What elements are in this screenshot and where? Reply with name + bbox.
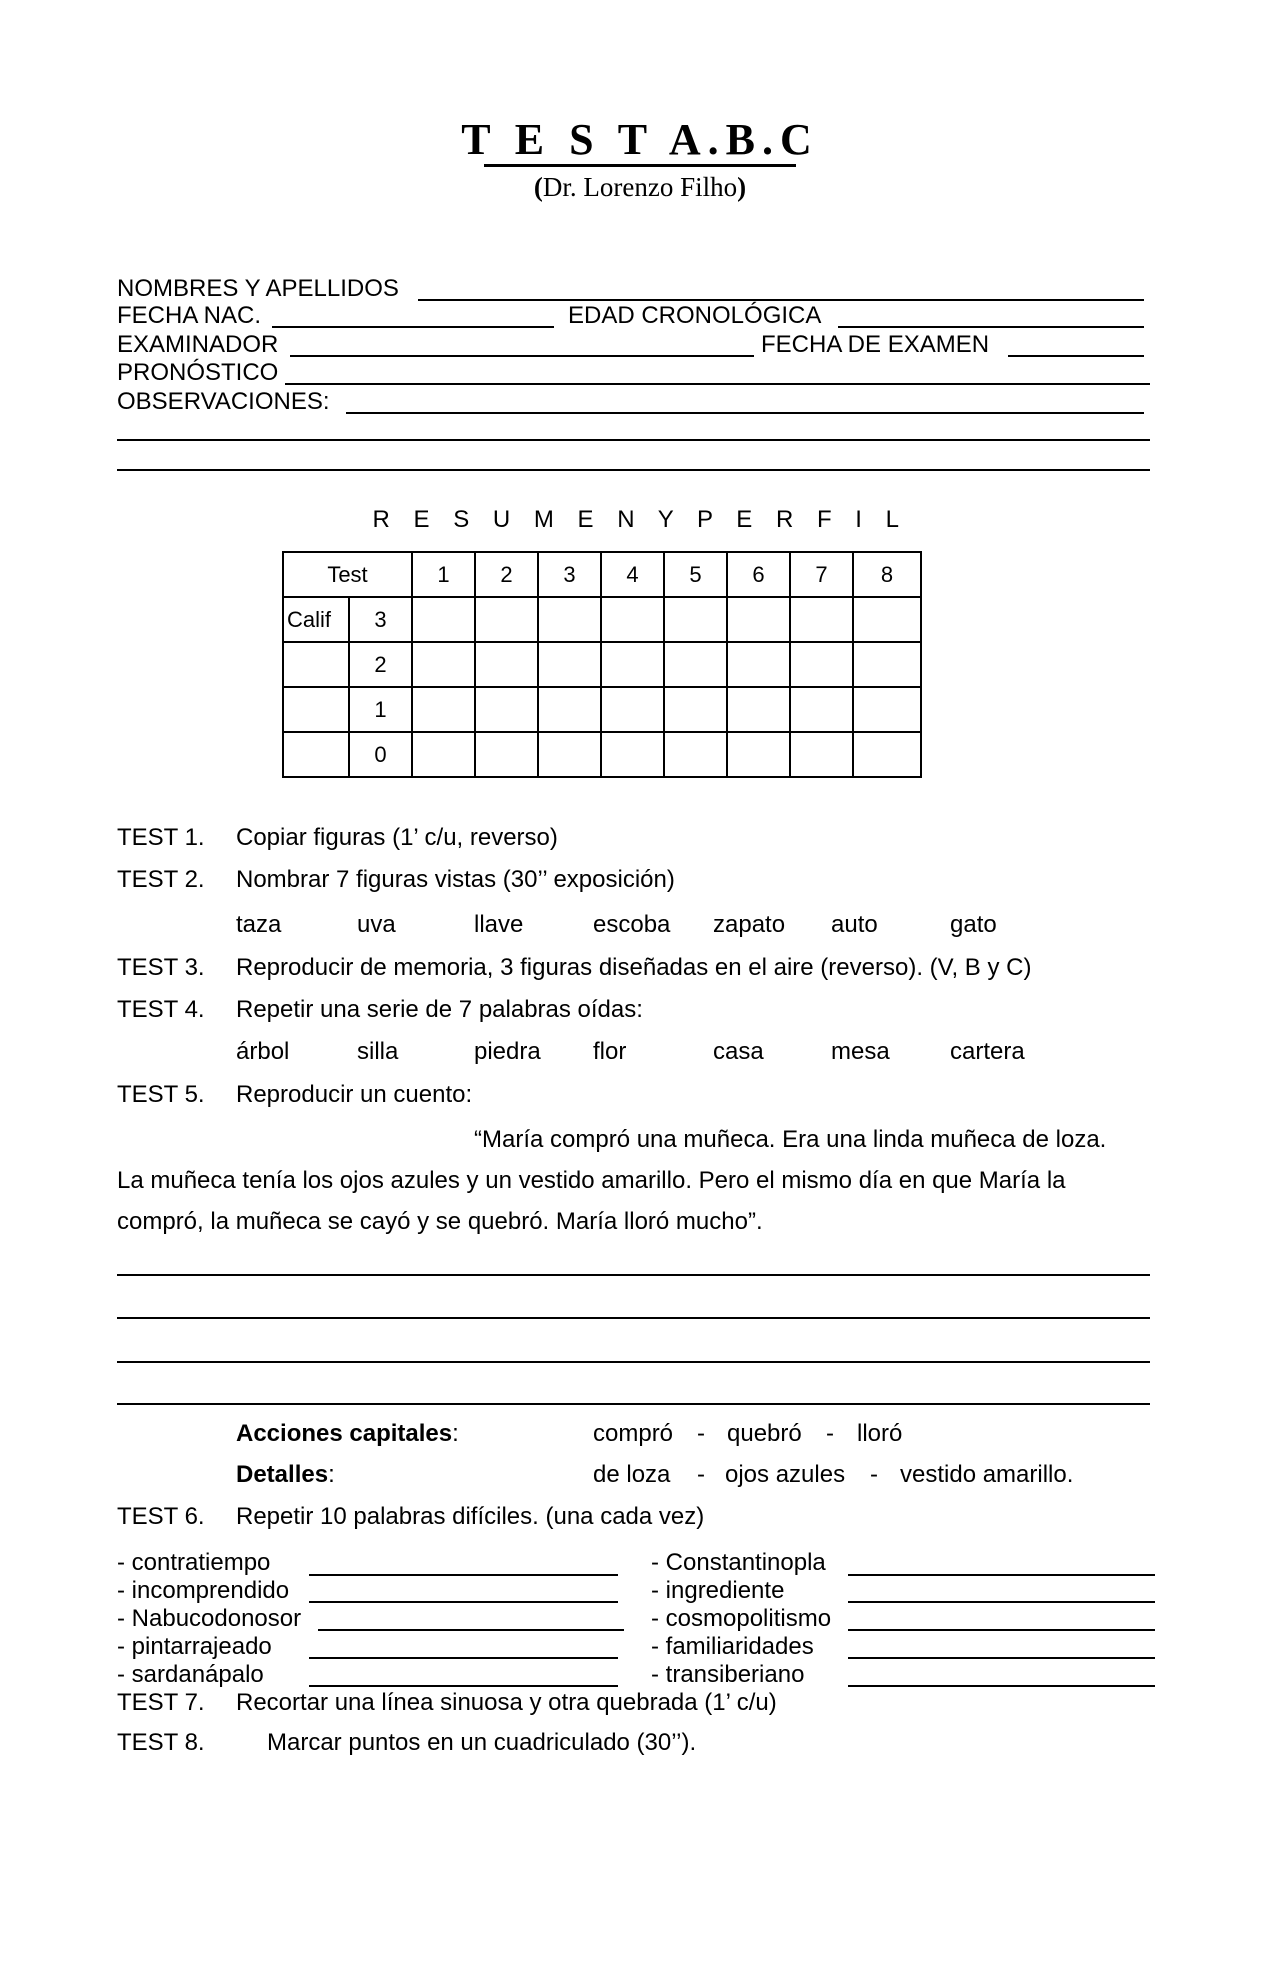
- test-header-cell: Test: [283, 552, 412, 597]
- test1-text: Copiar figuras (1’ c/u, reverso): [236, 824, 558, 851]
- table-header-row: [283, 552, 921, 597]
- word-answer-line[interactable]: [848, 1685, 1155, 1687]
- column-header: 8: [853, 552, 921, 597]
- test6-label: TEST 6.: [117, 1503, 205, 1530]
- difficult-word: - cosmopolitismo: [651, 1605, 832, 1632]
- difficult-word: - familiaridades: [651, 1633, 814, 1660]
- detalles-separator: -: [870, 1461, 878, 1488]
- acciones-item: lloró: [857, 1420, 903, 1447]
- test4-word: casa: [713, 1038, 764, 1065]
- answer-line-2[interactable]: [117, 1317, 1150, 1319]
- grid-cell[interactable]: [790, 732, 853, 777]
- detalles-label: Detalles: [236, 1461, 329, 1488]
- test1-label: TEST 1.: [117, 824, 205, 851]
- detalles-separator: -: [697, 1461, 705, 1488]
- acciones-capitales: [236, 1422, 459, 1446]
- grid-cell[interactable]: [853, 732, 921, 777]
- edad-label: EDAD CRONOLÓGICA: [568, 302, 822, 329]
- subtitle-open-paren: (: [533, 172, 543, 202]
- grid-cell[interactable]: [664, 732, 727, 777]
- observaciones-label: OBSERVACIONES:: [117, 388, 330, 415]
- grid-cell[interactable]: [664, 642, 727, 687]
- detalles-item: ojos azules: [725, 1461, 846, 1488]
- observaciones-line-2[interactable]: [117, 439, 1150, 441]
- grid-cell[interactable]: [853, 597, 921, 642]
- test4-word: piedra: [474, 1038, 541, 1065]
- test2-word: auto: [831, 911, 878, 938]
- answer-line-1[interactable]: [117, 1274, 1150, 1276]
- observaciones-field-line[interactable]: [346, 412, 1144, 414]
- column-header: 6: [727, 552, 790, 597]
- grid-cell[interactable]: [664, 597, 727, 642]
- nombres-label: NOMBRES Y APELLIDOS: [117, 275, 399, 302]
- difficult-word: - pintarrajeado: [117, 1633, 272, 1660]
- examinador-label: EXAMINADOR: [117, 331, 279, 358]
- test4-word: flor: [593, 1038, 627, 1065]
- test8-label: TEST 8.: [117, 1729, 205, 1756]
- word-answer-line[interactable]: [318, 1629, 624, 1631]
- test8-text: Marcar puntos en un cuadriculado (30’’).: [267, 1729, 697, 1756]
- grid-cell[interactable]: [727, 732, 790, 777]
- column-header: 5: [664, 552, 727, 597]
- table-row: [283, 597, 921, 642]
- nombres-field-line[interactable]: [418, 299, 1144, 301]
- difficult-word: - ingrediente: [651, 1577, 785, 1604]
- pronostico-field-line[interactable]: [285, 383, 1150, 385]
- fecha-nac-label: FECHA NAC.: [117, 302, 262, 329]
- grid-cell[interactable]: [475, 597, 538, 642]
- column-header: 2: [475, 552, 538, 597]
- test2-word: llave: [474, 911, 524, 938]
- word-answer-line[interactable]: [309, 1685, 618, 1687]
- grid-cell[interactable]: [727, 642, 790, 687]
- acciones-separator: -: [826, 1420, 834, 1447]
- test2-label: TEST 2.: [117, 866, 205, 893]
- grid-cell[interactable]: [601, 732, 664, 777]
- test4-word: cartera: [950, 1038, 1025, 1065]
- score-cell: 2: [349, 642, 412, 687]
- acciones-item: compró: [593, 1420, 674, 1447]
- test2-word: escoba: [593, 911, 671, 938]
- difficult-word: - contratiempo: [117, 1549, 271, 1576]
- examinador-field-line[interactable]: [290, 355, 754, 357]
- test4-word: silla: [357, 1038, 399, 1065]
- word-answer-line[interactable]: [309, 1574, 618, 1576]
- answer-line-4[interactable]: [117, 1403, 1150, 1405]
- word-answer-line[interactable]: [848, 1601, 1155, 1603]
- story-line-2: La muñeca tenía los ojos azules y un vestido amarillo. Pero el mismo día en que María la: [117, 1167, 1066, 1194]
- word-answer-line[interactable]: [848, 1629, 1155, 1631]
- grid-cell[interactable]: [664, 687, 727, 732]
- test2-word: gato: [950, 911, 997, 938]
- test4-label: TEST 4.: [117, 996, 205, 1023]
- word-answer-line[interactable]: [848, 1574, 1155, 1576]
- grid-cell[interactable]: [853, 687, 921, 732]
- column-header: 3: [538, 552, 601, 597]
- grid-cell[interactable]: [475, 732, 538, 777]
- test2-word: uva: [357, 911, 396, 938]
- grid-cell[interactable]: [412, 732, 475, 777]
- fecha-nac-field-line[interactable]: [272, 326, 554, 328]
- word-answer-line[interactable]: [309, 1601, 618, 1603]
- grid-cell[interactable]: [727, 687, 790, 732]
- grid-cell[interactable]: [790, 687, 853, 732]
- grid-cell[interactable]: [601, 642, 664, 687]
- test2-word: zapato: [713, 911, 786, 938]
- table-row: [283, 687, 921, 732]
- subtitle-author: Dr. Lorenzo Filho: [542, 172, 738, 202]
- grid-cell[interactable]: [727, 597, 790, 642]
- word-answer-line[interactable]: [309, 1657, 618, 1659]
- grid-cell[interactable]: [475, 642, 538, 687]
- column-header: 1: [412, 552, 475, 597]
- score-cell: 3: [349, 597, 412, 642]
- test3-text: Reproducir de memoria, 3 figuras diseñadas en el aire (reverso). (V, B y C): [236, 954, 1032, 981]
- grid-cell[interactable]: [412, 597, 475, 642]
- detalles-colon: :: [328, 1461, 335, 1488]
- detalles-item: vestido amarillo.: [900, 1461, 1074, 1488]
- edad-field-line[interactable]: [838, 326, 1144, 328]
- grid-cell[interactable]: [790, 642, 853, 687]
- empty-label-cell: [283, 687, 349, 732]
- title-underline: [484, 164, 796, 167]
- resumen-table: [282, 551, 922, 778]
- calif-label-cell: Calif: [283, 597, 349, 642]
- difficult-word: - sardanápalo: [117, 1661, 264, 1688]
- story-line-1: “María compró una muñeca. Era una linda muñeca de loza.: [474, 1126, 1107, 1153]
- test3-label: TEST 3.: [117, 954, 205, 981]
- column-header: 4: [601, 552, 664, 597]
- story-line-3: compró, la muñeca se cayó y se quebró. María lloró mucho”.: [117, 1208, 763, 1235]
- subtitle-close-paren: ): [737, 172, 747, 202]
- column-header: 7: [790, 552, 853, 597]
- grid-cell[interactable]: [538, 597, 601, 642]
- empty-label-cell: [283, 732, 349, 777]
- difficult-word: - Nabucodonosor: [117, 1605, 302, 1632]
- test4-word: árbol: [236, 1038, 290, 1065]
- test5-label: TEST 5.: [117, 1081, 205, 1108]
- test5-text: Reproducir un cuento:: [236, 1081, 473, 1108]
- test7-label: TEST 7.: [117, 1689, 205, 1716]
- test7-text: Recortar una línea sinuosa y otra quebrada (1’ c/u): [236, 1689, 777, 1716]
- test6-text: Repetir 10 palabras difíciles. (una cada vez): [236, 1503, 705, 1530]
- table-row: [283, 642, 921, 687]
- empty-label-cell: [283, 642, 349, 687]
- acciones-label: Acciones capitales: [236, 1420, 453, 1447]
- difficult-word: - transiberiano: [651, 1661, 805, 1688]
- score-cell: 1: [349, 687, 412, 732]
- acciones-separator: -: [697, 1420, 705, 1447]
- pronostico-label: PRONÓSTICO: [117, 359, 279, 386]
- grid-cell[interactable]: [601, 687, 664, 732]
- grid-cell[interactable]: [412, 642, 475, 687]
- test4-word: mesa: [831, 1038, 890, 1065]
- test2-word: taza: [236, 911, 282, 938]
- grid-cell[interactable]: [538, 732, 601, 777]
- page-title: T E S T A.B.C: [461, 115, 819, 164]
- acciones-colon: :: [452, 1420, 459, 1447]
- grid-cell[interactable]: [538, 642, 601, 687]
- grid-cell[interactable]: [601, 597, 664, 642]
- resumen-title: R E S U M E N Y P E R F I L: [372, 506, 908, 533]
- test4-text: Repetir una serie de 7 palabras oídas:: [236, 996, 643, 1023]
- fecha-examen-label: FECHA DE EXAMEN: [761, 331, 990, 358]
- page-subtitle: [0, 174, 1280, 201]
- test2-text: Nombrar 7 figuras vistas (30’’ exposición): [236, 866, 675, 893]
- fecha-examen-field-line[interactable]: [1008, 355, 1144, 357]
- answer-line-3[interactable]: [117, 1361, 1150, 1363]
- word-answer-line[interactable]: [848, 1657, 1155, 1659]
- grid-cell[interactable]: [790, 597, 853, 642]
- difficult-word: - Constantinopla: [651, 1549, 826, 1576]
- grid-cell[interactable]: [853, 642, 921, 687]
- acciones-item: quebró: [727, 1420, 802, 1447]
- table-row: [283, 732, 921, 777]
- grid-cell[interactable]: [475, 687, 538, 732]
- grid-cell[interactable]: [538, 687, 601, 732]
- score-cell: 0: [349, 732, 412, 777]
- grid-cell[interactable]: [412, 687, 475, 732]
- difficult-word: - incomprendido: [117, 1577, 290, 1604]
- detalles: [236, 1463, 335, 1487]
- detalles-item: de loza: [593, 1461, 671, 1488]
- observaciones-line-3[interactable]: [117, 469, 1150, 471]
